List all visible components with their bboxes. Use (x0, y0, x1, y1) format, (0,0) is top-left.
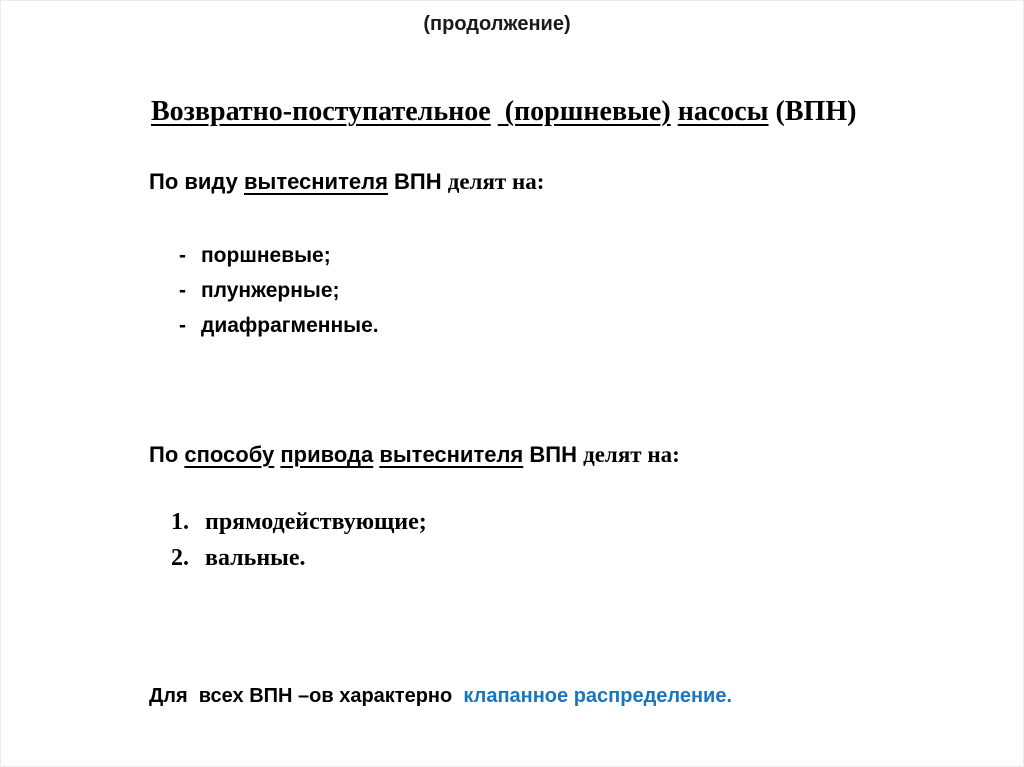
list-item-text: прямодействующие; (205, 509, 427, 535)
title-gap (671, 96, 678, 127)
list-item-text: поршневые; (201, 244, 331, 267)
footer-note-black: Для всех ВПН –ов характерно (149, 685, 464, 707)
list-number: 2. (171, 545, 189, 571)
list-item (179, 238, 379, 273)
list-item (179, 273, 379, 308)
list-item-text: плунжерные; (201, 279, 340, 302)
heading-underlined-word: вытеснителя (244, 169, 388, 194)
list-number: 1. (171, 509, 189, 535)
footer-note (149, 685, 732, 708)
heading-mid: ВПН (523, 442, 584, 467)
heading-underlined-word: привода (280, 442, 374, 467)
title-word-piston: (поршневые) (497, 96, 671, 127)
list-item-text: диафрагменные. (201, 314, 379, 337)
dash-bullet: - (179, 279, 186, 302)
heading-by-displacer-type (149, 169, 544, 195)
list-item-text: вальные. (205, 545, 306, 571)
continuation-label: (продолжение) (423, 13, 571, 35)
heading-lead: По виду (149, 169, 244, 194)
slide-title (151, 96, 856, 128)
displacer-type-list (179, 238, 379, 343)
footer-note-highlight: клапанное распределение. (463, 685, 733, 707)
drive-method-list (171, 504, 427, 576)
heading-underlined-word: вытеснителя (379, 442, 524, 467)
title-gap (491, 96, 498, 127)
list-item (171, 540, 427, 576)
heading-underlined-word: способу (184, 442, 275, 467)
heading-by-drive-method (149, 442, 680, 468)
heading-lead: По (149, 442, 185, 467)
heading-tail: делят на: (447, 169, 545, 194)
dash-bullet: - (179, 314, 186, 337)
list-item (179, 308, 379, 343)
heading-mid: ВПН (387, 169, 448, 194)
title-word-reciprocating: Возвратно-поступательное (151, 96, 491, 127)
dash-bullet: - (179, 244, 186, 267)
title-word-pumps: насосы (677, 96, 769, 127)
title-abbreviation: (ВПН) (768, 96, 857, 127)
heading-tail: делят на: (583, 442, 680, 467)
list-item (171, 504, 427, 540)
